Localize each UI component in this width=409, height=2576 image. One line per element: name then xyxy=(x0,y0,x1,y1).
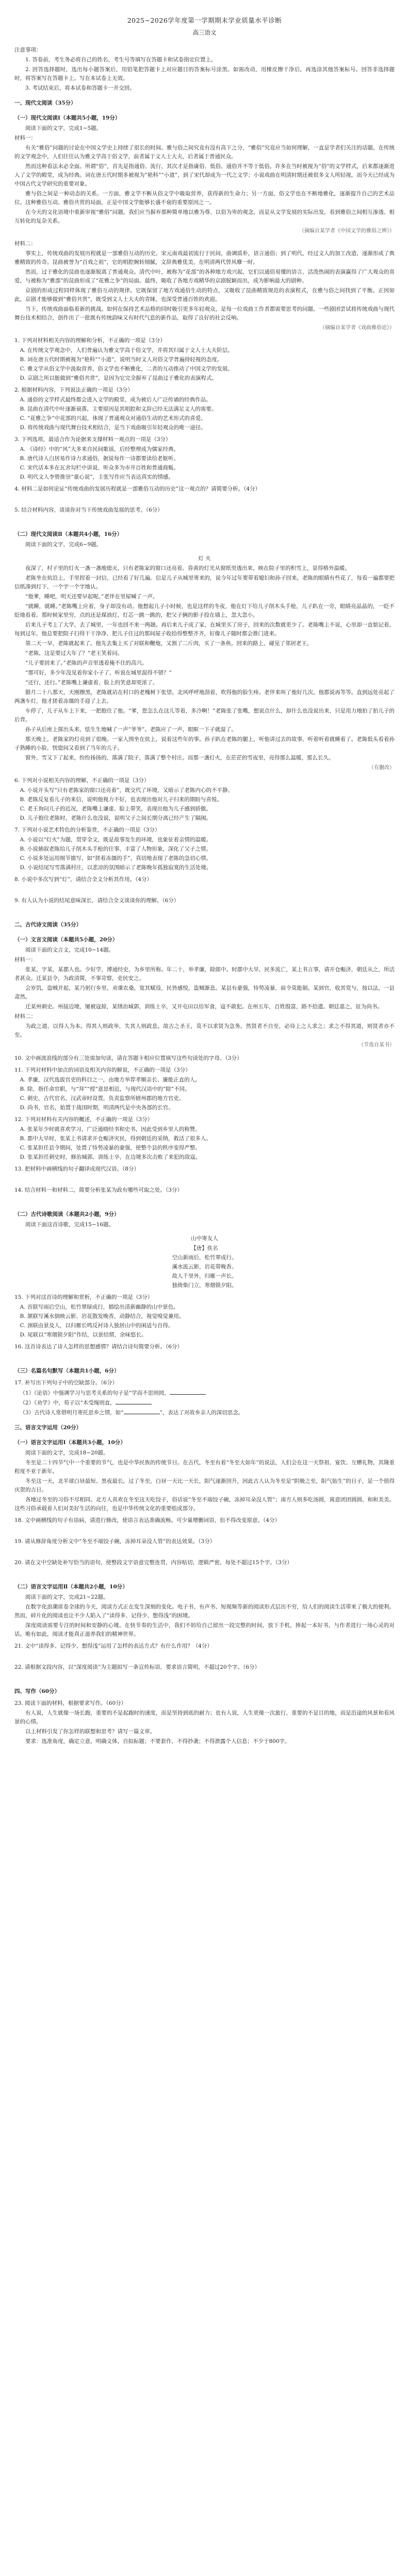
answer-option: D. 尚书，官名，始置于战国时期，明清两代是中央各部的长官。 xyxy=(20,1104,174,1111)
poem-line: 溪水流云影，岩花带晚香。 xyxy=(172,1263,237,1270)
answer-option: C. “花雅之争”中花部的兴起，体现了普通观众对通俗生动的艺术形式的喜爱。 xyxy=(20,415,206,422)
subsection-heading: （一）现代文阅读Ⅰ（本题共5小题，19分） xyxy=(14,114,121,121)
answer-option: B. 除，指任命官职，与“拜”“授”意思相近，与现代汉语中的“除”不同。 xyxy=(20,1086,190,1092)
notes-heading: 注意事项： xyxy=(14,46,42,53)
source-note: （摘编自某学者《戏曲雅俗论》） xyxy=(320,325,395,331)
paragraph: 夜深了，村子里的灯火一盏一盏地熄灭，只有老陈家的窗口还亮着。昏黄的灯光从窗纸里透出来，映在院子里的积雪上，显得格外温暖。 xyxy=(25,565,350,572)
instruction: 阅读下面的文字，完成1~5题。 xyxy=(25,125,102,131)
paragraph: 第二天一早，老陈就起来了。他先去集上买了对联和鞭炮，又割了二斤肉，买了一条鱼。回来的路上，碰见了邻居老王。 xyxy=(25,640,313,647)
paragraph: 各地过冬至的习俗不尽相同。北方人喜欢在冬至这天吃饺子，俗话说“冬至不端饺子碗，冻掉耳朵没人管”；南方人则多吃汤圆，寓意团团圆圆、和和美美。这些习俗承载着人们对美好生活的向往，也是中华传统文化的重要组成部分。 xyxy=(14,1496,395,1512)
paragraph: 窗外，雪又下了起来，纷纷扬扬的，落满了院子，落满了整个村庄。而那一盏灯火，在茫茫的雪夜里，亮得那么温暖，那么长久。 xyxy=(25,755,334,761)
question-stem: 19. 请从修辞角度分析文中“冬至不端饺子碗，冻掉耳朵没人管”的表达效果。（3分） xyxy=(14,1538,216,1545)
paragraph: 孙子从后座上探出头来，怯生生地喊了一声“爷爷”。老陈应了一声，眼眶一下子就湿了。 xyxy=(25,726,237,733)
material-label: 材料一： xyxy=(14,957,36,963)
paragraph: 有关“雅俗”问题的讨论在中国文学史上持续了很长的时间。雅与俗之间究竟有没有高下之分，“雅俗”究竟应当如何理解，一直是学者们关注的话题。在传统的文学观念中，人们往往认为雅文学高于俗文学，前者属于文人士大夫，后者属于普通民众。 xyxy=(14,144,395,160)
answer-option: B. 郡中大旱时，张某上书请求开仓赈济灾民，得到朝廷的采纳，救活了很多人。 xyxy=(20,1135,211,1142)
question-stem: 20. 请在文中空缺处补写恰当的语句，使整段文字语意完整连贯，内容贴切，逻辑严密。每处不超过15个字。（3分） xyxy=(14,1559,292,1566)
answer-option: A. 在传统文学观念中，人们普遍认为雅文学高于俗文学，并将其归属于文人士大夫阶层。 xyxy=(20,347,233,354)
question-stem: 1. 下列对材料相关内容的理解和分析，不正确的一项是（3分） xyxy=(14,337,166,344)
paragraph: 那天晚上，老陈家的灯亮到了很晚。一家人围坐在炕上，说着这些年的事。孙子趴在老陈的腿上，听他讲过去的故事，听着听着就睡着了。老陈低头看着孙子熟睡的小脸，恍惚间又看到了当年的儿子。 xyxy=(14,736,395,752)
paragraph: “还行，还行。”老陈嘴上谦虚着，脸上的笑意却更浓了。 xyxy=(25,680,158,686)
writing-requirements: 要求：选准角度，确定立意，明确文体，自拟标题；不要套作，不得抄袭；不得泄露个人信息；不少于800字。 xyxy=(25,1738,290,1744)
paragraph: “儿子要回来了。”老陈的声音里透着掩不住的高兴。 xyxy=(25,660,148,667)
section-heading: 三、语言文字运用（20分） xyxy=(14,1424,82,1431)
poem-line: 独倚柴门立，寒烟锁夕阳。 xyxy=(172,1282,237,1289)
question-stem: 15. 下列对这首诗的理解和赏析，不正确的一项是（3分） xyxy=(14,1294,153,1300)
answer-option: D. 将传统戏曲与现代舞台技术相结合，是当下戏曲吸引年轻观众的唯一途径。 xyxy=(20,425,206,431)
material-label: 材料二： xyxy=(14,1013,36,1020)
exam-title: 2025~2026学年度第一学期期末学业质量水平诊断 xyxy=(127,16,282,24)
material-label: 材料一： xyxy=(14,134,36,141)
paragraph: “就睡，就睡。”老陈嘴上应着，身子却没有动。他想起儿子小时候，也是这样的冬夜，他在灯下给儿子削木头手枪，儿子趴在一旁，眼睛亮晶晶的，一眨不眨地看着。那时候家里穷，点的还是煤油灯，灯芯一跳一跳的，把父子俩的影子投在墙上，忽大忽小。 xyxy=(14,603,395,619)
note-item: 3. 考试结束后，将本试卷和答题卡一并交回。 xyxy=(25,84,135,91)
paragraph: 冬至这一天，北半球白昼最短、黑夜最长。过了冬至，白昼一天比一天长，阳气逐渐回升，因此古人认为冬至是“阴极之至，阳气始生”的日子，是一个值得庆贺的吉日。 xyxy=(14,1478,395,1493)
answer-option: D. 小说结尾写雪落满村庄，以悲凉的氛围暗示了老陈晚年孤独寂寞的生活处境。 xyxy=(20,865,212,871)
paragraph: 冬至是二十四节气中一个重要的节气，也是中华民族的传统节日。在古代，冬至有着“冬至大如年”的说法，人们会在这一天祭祖、宴饮、互赠礼物，其隆重程度不亚于新年。 xyxy=(14,1459,395,1475)
paragraph: 深度阅读需要专注的时间和安静的心境。在快节奏的生活中，我们不妨给自己留出一段完整的时间，放下手机，捧起一本好书，与作者进行一场心灵的对话。唯有如此，阅读才能真正滋养我们的精神世界。 xyxy=(14,1622,395,1637)
instruction: 阅读下面的文字，完成6~9题。 xyxy=(25,541,102,548)
question-stem: 9. 有人认为小说的结尾意味深长，请结合全文谈谈你的理解。（6分） xyxy=(14,897,179,904)
answer-option: A. 小说以“灯火”为题，贯穿全文，既是故事发生的环境，也象征着亲情的温暖。 xyxy=(20,837,211,843)
question-stem: 5. 结合材料内容，谈谈你对当下传统戏曲发展的思考。（6分） xyxy=(14,507,163,514)
answer-option: C. 颈联由景及人，以归雁长鸣反衬诗人独居山中的闲适与自得。 xyxy=(20,1322,174,1329)
subsection-heading: （一）文言文阅读（本题共5小题，20分） xyxy=(14,937,118,943)
question-stem: 18. 文中画横线的句子有语病，请进行修改，使语言表达准确流畅。可少量增删词语，但不得改变原意。（4分） xyxy=(14,1517,280,1523)
answer-option: A. 孝廉，汉代选拔官吏的科目之一，由地方举荐孝顺亲长、廉能正直的人。 xyxy=(20,1076,201,1083)
source-note: （摘编自某学者《中国文学的雅俗之辨》） xyxy=(299,228,395,234)
note-item: 1. 答卷前，考生务必将自己的姓名、考生号等填写在答题卡和试卷指定位置上。 xyxy=(25,56,217,63)
question-stem: 12. 下列对材料有关内容的概述，不正确的一项是（3分） xyxy=(14,1116,153,1123)
answer-option: D. 明代文人李贽推崇“童心说”，主张写作应当表达真实的情感。 xyxy=(20,474,174,481)
paragraph: 老陈坐在炕沿上，手里捏着一封信，已经看了好几遍。信是儿子从城里寄来的，说今年过年要带着媳妇和孙子回来。老陈的眼睛有些花了，每看一遍都要把信纸凑到灯下，一个字一个字地认。 xyxy=(14,575,395,590)
question-stem: 21. 文中“读得多、记得少、想得浅”运用了怎样的表达方式？有什么作用？（4分） xyxy=(14,1642,212,1649)
answer-blank xyxy=(170,1388,206,1395)
answer-option: C. 老王询问儿子的近况，老陈嘴上谦虚、脸上带笑，表现出他为儿子感到骄傲。 xyxy=(20,806,211,812)
answer-option: B. 小说插叙老陈给儿子削木头手枪的往事，丰富了人物形象，深化了父子之情。 xyxy=(20,846,211,853)
poem-author: 【唐】佚名 xyxy=(191,1245,218,1251)
question-stem: 7. 下列对小说艺术特色的分析鉴赏，不正确的一项是（3分） xyxy=(14,827,160,834)
source-note: （有删改） xyxy=(369,765,395,771)
question-stem: 22. 请根据文段内容，以“深度阅读”为主题拟写一条宣传标语，要求语言简明，不超过20个字。（6分） xyxy=(14,1664,260,1670)
question-stem: 23. 阅读下面的材料，根据要求写作。（60分） xyxy=(14,1700,127,1706)
subsection-heading: （二）现代文阅读Ⅱ（本题共4小题，16分） xyxy=(14,531,123,538)
subsection-heading: （二）语言文字运用Ⅱ（本题共2小题，10分） xyxy=(14,1583,128,1590)
answer-option: B. 颔联写溪水倒映云影、岩花散发晚香，动静结合，视觉嗅觉兼用。 xyxy=(20,1313,185,1319)
paragraph: 当下，传统戏曲面临着新的挑战。如何在保持艺术品格的同时吸引更多年轻观众，是每一位戏曲工作者都需要思考的问题。一些剧团尝试将传统戏曲与现代舞台技术相结合，创作出了一批既有传统韵味又有时代气息的新作品，取得了良好的社会反响。 xyxy=(14,306,395,321)
fill-blank-item: （3）古代诗人常借明月寄托思乡之情，如“ ”，表达了对故乡亲人的深切思念。 xyxy=(20,1408,395,1417)
section-heading: 二、古代诗文阅读（35分） xyxy=(14,922,82,928)
material-label: 材料二： xyxy=(14,241,36,247)
paragraph: 在数字化浪潮席卷全球的今天，阅读方式正在发生深刻的变化。电子书、有声书、短视频等新的阅读形式层出不穷，给人们的阅读生活带来了极大的便利。然而，碎片化的阅读也让不少人陷入了“读得多、记得少、想得浅”的困境。 xyxy=(14,1603,395,1619)
paragraph: 京剧的形成过程同样体现了雅俗互动的规律。它既保留了地方戏通俗生动的特点，又吸收了昆曲精致规范的表演程式，在雅与俗之间找到了平衡。正因如此，京剧才能够做到“雅俗共赏”，既受到文人士大夫的青睐，也深受普通百姓的欢迎。 xyxy=(14,287,395,303)
paragraph: 以上材料引发了你怎样的联想和思考？请写一篇文章。 xyxy=(25,1728,155,1735)
source-note: （节选自某书） xyxy=(358,1042,395,1048)
answer-option: B. 昆曲在清代中叶逐渐衰落，主要原因是其唱腔和文辞已经无法满足文人的需要。 xyxy=(20,406,217,413)
paragraph: 迁某州刺史。州接边境，屡被寇掠，某缮治城郭，训练士卒，又开屯田以给军食，寇不敢犯。在州五年，百姓殷富，路不拾遗。朝廷嘉之，征为尚书。 xyxy=(25,1004,383,1010)
poem-title: 山中寄友人 xyxy=(191,1235,218,1242)
answer-option: A. 首联写雨后空山，松竹翠绿成行，描绘出清新幽静的山中景色。 xyxy=(20,1303,179,1310)
story-title: 灯 火 xyxy=(198,555,211,562)
question-stem: 4. 材料二是如何论证“传统戏曲的发展历程就是一部雅俗互动的历史”这一观点的？请简要分析。（4分） xyxy=(14,486,261,493)
answer-option: D. 尾联以“寒烟锁夕阳”作结，以景结情，余味悠长。 xyxy=(20,1331,147,1338)
paragraph: 然而这种看法未必全面。所谓“俗”，首先是指通俗、流行，其次才是指庸俗、低俗。通俗并不等于低俗。许多在当时被视为“俗”的文学样式，后来都逐渐进入了文学的殿堂，成为经典。词在唐五代时期多被视为“艳科”“小道”，到了宋代却成为一代之文学；小说戏曲在明清时期还被很多文人所轻视，而今天已经成为中国古代文学研究的重要对象。 xyxy=(14,163,395,187)
question-stem: 10. 文中画波浪线的部分有三处需加句读，请在答题卡相应位置填写这些句读处的字母。（3分） xyxy=(14,1055,242,1061)
paragraph: “老陈，这是要过大年了？”老王笑着问。 xyxy=(25,650,123,657)
answer-option: B. 词在唐五代时期被视为“艳科”“小道”，说明当时文人对俗文学普遍持轻视的态度。 xyxy=(20,357,223,363)
question-stem: 17. 补写出下列句子中的空缺部分。（6分） xyxy=(14,1379,118,1386)
paragraph: 张某，字某，某郡人也。少好学，博通经史，为乡里所称。年二十，举孝廉，除郎中。时郡中大旱，民多流亡，某上书言事，请开仓赈济，朝廷从之，所活者甚众。迁某县令，为政清简，不事苛察，吏民安之。 xyxy=(14,967,395,982)
paragraph: 会岁饥，盗贼并起，某乃躬行乡里，劝课农桑，宽其赋役，民皆感悦，盗贼渐息。某县有豪强，恃势凌暴，前令莫能制。某到官，收其党与，按以法，一县肃然。 xyxy=(14,985,395,1001)
paragraph: 然而，过于雅化的昆曲也逐渐脱离了普通观众。清代中叶，被称为“花部”的各种地方戏兴起，它们以通俗易懂的语言、活泼热闹的表演赢得了广大观众的喜爱，与被称为“雅部”的昆曲形成了“花雅之争”的局面。最终，吸收了各地方戏精华的京剧脱颖而出，成为影响最大的剧种。 xyxy=(14,269,395,284)
answer-option: D. 京剧之所以能做到“雅俗共赏”，是因为它完全摒弃了昆曲过于雅化的表演程式。 xyxy=(20,375,217,382)
answer-option: B. 老陈反复看儿子的来信，说明他视力不好，也表现出他对儿子归来的期盼与喜悦。 xyxy=(20,796,222,803)
answer-option: B. 唐代诗人白居易作诗力求通俗，据说每作一诗都要读给老妪听。 xyxy=(20,455,179,462)
answer-option: C. 雅文学从俗文学中汲取营养，俗文学也不断雅化，二者的互动推动了中国文学的发展。 xyxy=(20,366,233,372)
answer-option: A. 《诗经》中的“风”大多来自民间歌谣，后经整理成为儒家经典。 xyxy=(20,446,179,453)
paragraph: 后来儿子考上了大学，去了城里，一年也回不来一两趟。再后来儿子成了家，在城里买了房子，回来的次数就更少了。老陈嘴上不说，心里却一直惦记着。每到过年，他总要把院子扫得干干净净，把儿子住过的那间屋子收拾得整整齐齐，好像儿子随时都会推门进来。 xyxy=(14,622,395,637)
answer-option: D. 张某担任刺史时，修治城郭、训练士卒，在边境多次击败了来犯的敌寇。 xyxy=(20,1154,201,1160)
question-stem: 6. 下列对小说相关内容的理解，不正确的一项是（3分） xyxy=(14,777,150,784)
answer-blank xyxy=(124,1408,160,1414)
paragraph: 事实上，传统戏曲的发展历程就是一部雅俗互动的历史。宋元南戏最初流行于民间，曲调质朴，语言通俗；到了明代，经过文人的加工改造，逐渐形成了典雅精致的传奇。昆曲被誉为“百戏之祖”，它的唱腔婉转细腻，文辞典雅优美，在明清两代曾风靡一时。 xyxy=(14,250,395,266)
answer-option: C. 刺史，古代官名，汉武帝时设置，负责监察所辖州郡的地方官吏。 xyxy=(20,1095,185,1101)
paragraph: “他爹，睡吧，明天还要早起呢。”老伴在里屋喊了一声。 xyxy=(25,594,158,600)
answer-option: A. 小说开头写“只有老陈家的窗口还亮着”，既交代了环境，又暗示了老陈内心的不平静。 xyxy=(20,787,233,794)
paragraph: 在今天的文化语境中重新审视“雅俗”问题，我们应当摒弃那种简单地以雅为尊、以俗为卑的观念，而是从文学发展的实际出发，看到雅俗之间相互渗透、相互转化的复杂关系。 xyxy=(14,209,395,224)
section-heading: 四、写作（60分） xyxy=(14,1688,60,1694)
question-stem: 3. 下列选项，最适合作为论据来支撑材料一观点的一项是（3分） xyxy=(14,436,171,443)
answer-option: C. 宋代话本多在瓦舍勾栏中讲说，听众多为市井百姓和普通商贩。 xyxy=(20,465,179,471)
question-stem: 11. 下列对材料中加点的词语及相关内容的解说，不正确的一项是（3分） xyxy=(14,1066,191,1073)
subsection-heading: （一）语言文字运用Ⅰ（本题共3小题，10分） xyxy=(14,1439,126,1446)
paragraph: 有人说，人生就像一场长跑，重要的不是起跑时的速度，而是坚持到底的耐力；也有人说，人生更像一次旅行，重要的不是目的地，而是沿途的风景和看风景的心情。 xyxy=(14,1709,395,1725)
paragraph: 腊月二十八那天，天刚擦黑，老陈就站在村口的老槐树下张望。北风呼呼地刮着，吹得他的脸生疼。老伴来叫了他好几次，他都说再等等。直到远处亮起了两盏车灯，他才搓着冻僵的手迎了上去。 xyxy=(14,689,395,705)
paragraph: “那可好，多少年没见着你家小子了，听说在城里混得不错？” xyxy=(25,670,172,676)
paragraph: 为政之道，以得人为本。得其人则政举，失其人则政息。故古之圣王，莫不以求贤为急务。然贤者不自至，必待上之人求之；求之不得其道，则贤者亦不至。 xyxy=(14,1023,395,1039)
question-stem: 8. 小说中多次写到“灯”，请结合全文分析其作用。（4分） xyxy=(14,876,153,883)
instruction: 阅读下面的文字，完成21~22题。 xyxy=(25,1594,109,1600)
exam-subtitle: 高三语文 xyxy=(192,29,217,37)
instruction: 阅读下面的文字，完成18~20题。 xyxy=(25,1449,109,1456)
question-stem: 13. 把材料中画横线的句子翻译成现代汉语。（8分） xyxy=(14,1165,139,1172)
answer-option: A. 通俗的文学样式最终都会进入文学的殿堂，成为被后人广泛传诵的经典作品。 xyxy=(20,397,211,403)
answer-option: D. 儿子抱住老陈时，老陈什么也没说，说明父子之间长期分离已经产生了隔阂。 xyxy=(20,815,212,822)
note-item: 2. 回答选择题时，选出每小题答案后，用铅笔把答题卡上对应题目的答案标号涂黑。如需改动，用橡皮擦干净后，再选涂其他答案标号。回答非选择题时，将答案写在答题卡上。写在本试卷上无效。 xyxy=(14,66,395,81)
instruction: 阅读下面这首诗歌，完成15~16题。 xyxy=(25,1221,114,1228)
instruction: 阅读下面的文言文，完成10~14题。 xyxy=(25,947,114,954)
subsection-heading: （三）名篇名句默写（本题共1小题，6分） xyxy=(14,1367,120,1374)
paragraph: 车停了，儿子从车上下来，一把抱住了他。“爹，您怎么在这儿等着，多冷啊！”老陈张了张嘴，想说点什么，却什么也没说出来，只是用力地拍了拍儿子的后背。 xyxy=(14,708,395,723)
poem-line: 空山新雨后，松竹翠成行。 xyxy=(172,1254,237,1261)
fill-blank-item: （2）《劝学》中，荀子以“木受绳则直， xyxy=(20,1398,395,1408)
answer-blank xyxy=(116,1398,152,1404)
question-stem: 16. 这首诗表达了诗人怎样的思想感情？请结合诗句简要分析。（6分） xyxy=(14,1343,183,1350)
answer-option: A. 张某年少时就喜欢学习，广泛通晓经书和史书，因此受到乡里人的称赞。 xyxy=(20,1126,201,1132)
paragraph: 雅与俗之间是一种动态的关系。一方面，雅文学不断从俗文学中吸取营养，获得新的生命力；另一方面，俗文学也在不断地雅化，逐渐提升自己的艺术品位。这种雅俗互动、雅俗共赏的局面，正是中国文学能够长盛不衰的重要原因之一。 xyxy=(14,190,395,206)
question-stem: 2. 根据材料内容，下列说法正确的一项是（3分） xyxy=(14,387,134,394)
section-heading: 一、现代文阅读（35分） xyxy=(14,99,76,106)
subsection-heading: （二）古代诗歌阅读（本题共2小题，9分） xyxy=(14,1211,120,1217)
answer-option: C. 小说多处运用细节描写，如“搓着冻僵的手”，真切地表现了老陈的急切心情。 xyxy=(20,855,212,862)
answer-option: C. 张某担任县令期间，处置了恃势凌暴的豪强，使整个县的秩序变得严整。 xyxy=(20,1144,201,1151)
question-stem: 14. 结合材料一和材料二，简要分析张某为政有哪些可取之处。（3分） xyxy=(14,1187,183,1193)
poem-line: 故人千里外，归雁一声长。 xyxy=(172,1273,237,1279)
fill-blank-item: （1）《论语》中强调学习与思考关系的句子是“学而不思则罔， xyxy=(20,1388,395,1398)
